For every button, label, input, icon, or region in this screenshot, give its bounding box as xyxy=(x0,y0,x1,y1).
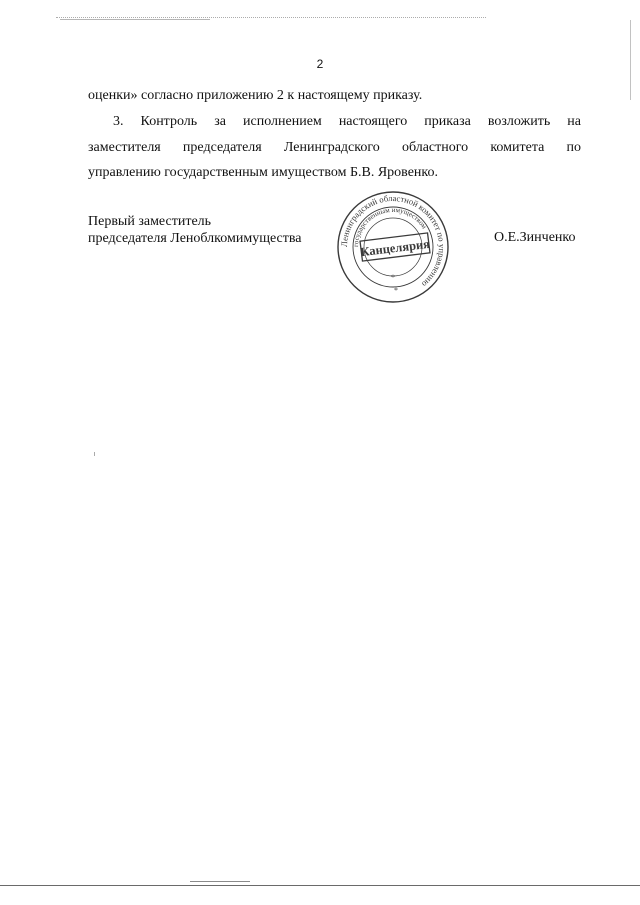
stamp-inner-text: государственным имуществом xyxy=(351,205,429,248)
signatory-title-line-2: председателя Леноблкомимущества xyxy=(88,231,302,246)
word: 3. xyxy=(113,114,124,129)
word: заместителя xyxy=(88,140,161,155)
stamp-star: * xyxy=(394,286,398,295)
word: областного xyxy=(401,140,469,155)
word: возложить xyxy=(487,114,551,129)
paragraph-line-2 xyxy=(113,114,581,130)
page-number: 2 xyxy=(316,57,324,71)
paragraph-line-4: управлению государственным имуществом Б.В. Яровенко. xyxy=(88,165,438,180)
paragraph-line-1: оценки» согласно приложению 2 к настоящему приказу. xyxy=(88,88,423,103)
scan-speck xyxy=(94,452,95,456)
stamp-center-label: Канцелярия xyxy=(359,236,431,260)
word: комитета xyxy=(490,140,545,155)
paragraph-line-3 xyxy=(88,140,581,156)
word: Контроль xyxy=(140,114,198,129)
word: председателя xyxy=(182,140,262,155)
word: за xyxy=(214,114,226,129)
signatory-name: О.Е.Зинченко xyxy=(494,230,576,245)
word: на xyxy=(567,114,581,129)
signatory-title xyxy=(88,213,302,247)
stamp-star: * xyxy=(391,273,395,282)
word: приказа xyxy=(424,114,471,129)
word: Ленинградского xyxy=(283,140,380,155)
scan-artifact-bottom xyxy=(0,885,640,886)
office-stamp xyxy=(336,190,450,304)
scan-artifact-bottom-segment xyxy=(190,881,250,882)
word: настоящего xyxy=(338,114,408,129)
word: по xyxy=(566,140,581,155)
scan-artifact-top-segment xyxy=(60,19,210,20)
signatory-title-line-1: Первый заместитель xyxy=(88,214,212,229)
stamp-outer-text: Ленинградский областной комитет по управлению xyxy=(338,192,448,290)
word: исполнением xyxy=(243,114,322,129)
